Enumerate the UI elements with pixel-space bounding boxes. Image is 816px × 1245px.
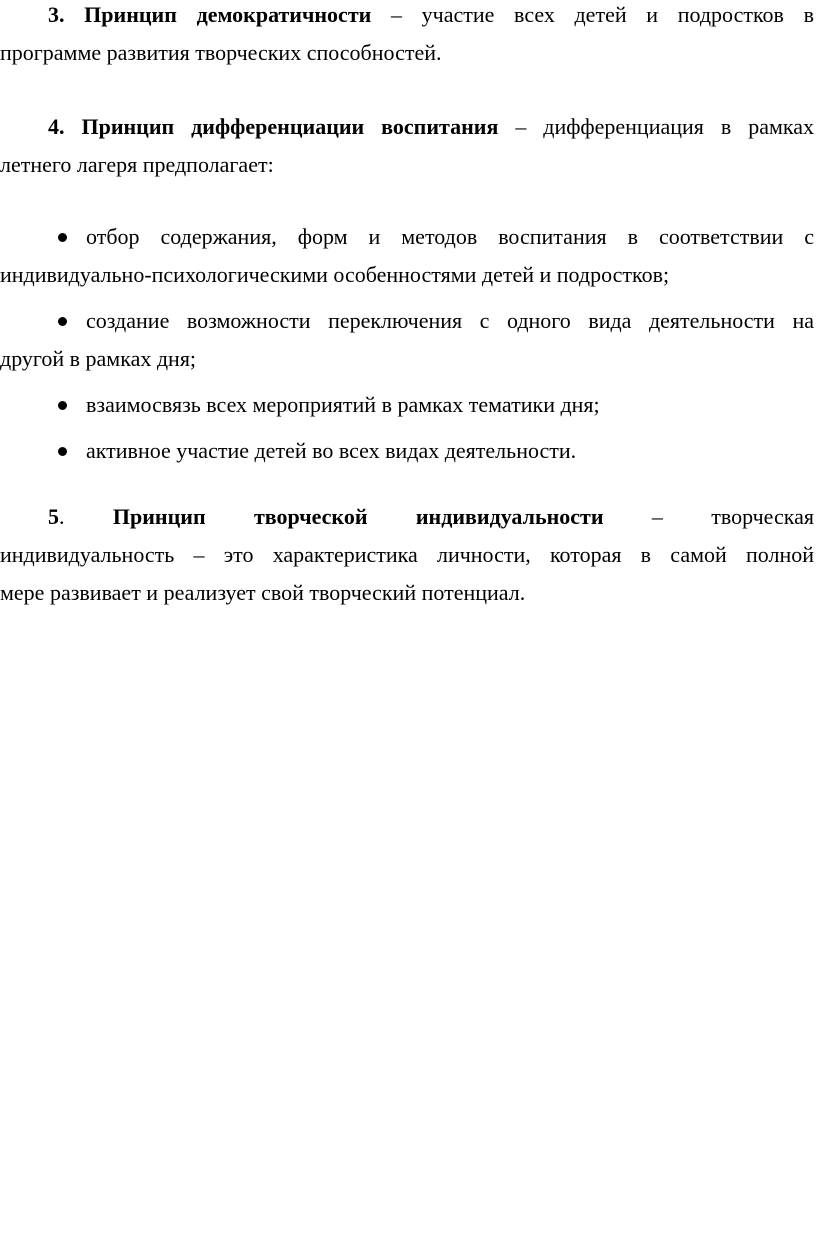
principle-5-line-1 (0, 498, 814, 536)
bullet-1-line-1: отбор содержания, форм и методов воспитания в соответствии с (86, 224, 814, 249)
principle-3-line-1 (0, 0, 814, 34)
bullet-item-3 (0, 386, 814, 424)
principle-5-dot: . (59, 504, 65, 529)
bullet-dot-icon (58, 317, 67, 326)
principle-5-text: – творческая (603, 504, 814, 529)
bullet-dot-icon (58, 401, 67, 410)
bullet-2-line-1: создание возможности переключения с одного вида деятельности на (86, 308, 814, 333)
principle-4-text: – дифференциация в рамках (498, 114, 815, 139)
principle-5-line-2: индивидуальность – это характеристика личности, которая в самой полной (0, 542, 814, 567)
principle-3-line-2: программе развития творческих способностей. (0, 40, 442, 65)
bullet-dot-icon (58, 447, 67, 456)
bullet-item-4 (0, 432, 814, 470)
principle-5-number: 5 (48, 504, 59, 529)
bullet-dot-icon (58, 233, 67, 242)
principle-3-text: – участие всех детей и подростков в (371, 2, 814, 27)
principle-4-line-1 (0, 108, 814, 146)
bullet-3-line-1: взаимосвязь всех мероприятий в рамках тематики дня; (86, 392, 600, 417)
principle-4-line-2: летнего лагеря предполагает: (0, 152, 274, 177)
bullet-item-2 (0, 302, 814, 378)
bullet-4-line-1: активное участие детей во всех видах деятельности. (86, 438, 577, 463)
principle-4-number: 4. (48, 114, 65, 139)
principle-5-title: Принцип творческой индивидуальности (112, 504, 604, 529)
principle-4-paragraph (0, 108, 814, 184)
bullet-1-line-2: индивидуально-психологическими особенностями детей и подростков; (0, 262, 670, 287)
principle-4-title: Принцип дифференциации воспитания (81, 114, 499, 139)
principle-3-title: Принцип демократичности (84, 2, 372, 27)
principle-3-paragraph (0, 0, 814, 72)
principle-3-number: 3. (48, 2, 65, 27)
principle-5-paragraph (0, 498, 814, 612)
principle-5-line-3: мере развивает и реализует свой творческий потенциал. (0, 580, 526, 605)
bullet-2-line-2: другой в рамках дня; (0, 346, 197, 371)
bullet-item-1 (0, 218, 814, 294)
